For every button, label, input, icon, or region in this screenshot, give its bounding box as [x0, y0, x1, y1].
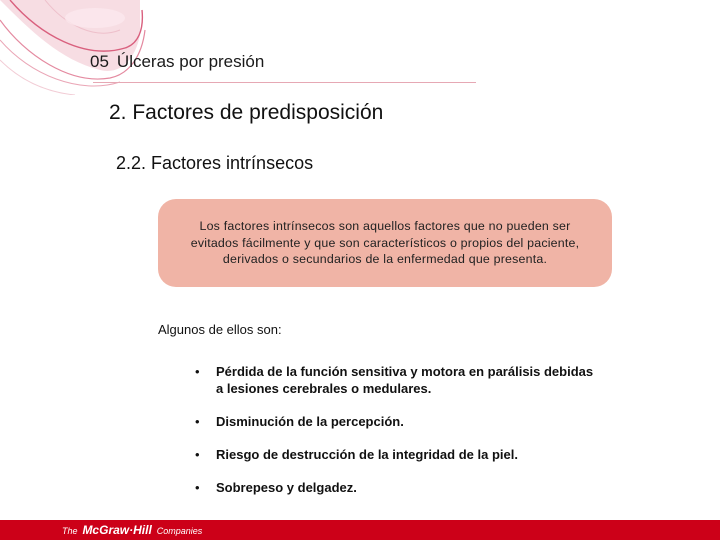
list-item [195, 413, 595, 430]
decorative-swirl [0, 0, 150, 95]
list-item [195, 363, 595, 397]
chapter-title: Úlceras por presión [116, 52, 265, 71]
list-intro: Algunos de ellos son: [158, 322, 282, 337]
logo-suffix: Companies [156, 526, 203, 536]
list-item [195, 479, 595, 496]
list-item [195, 446, 595, 463]
chapter-heading [90, 52, 264, 72]
list-item-text: Pérdida de la función sensitiva y motora en parálisis debidas a lesiones cerebrales o medulares. [216, 364, 594, 396]
bullet-icon: • [195, 480, 200, 495]
list-item-text: Sobrepeso y delgadez. [216, 480, 357, 495]
publisher-logo [62, 523, 202, 537]
definition-box [158, 199, 612, 287]
section-title: 2. Factores de predisposición [109, 101, 384, 124]
definition-text: Los factores intrínsecos son aquellos factores que no pueden ser evitados fácilmente y que son característicos o propios del paciente, derivados o secundarios de la enfermedad que presenta. [190, 219, 580, 267]
bullet-icon: • [195, 414, 200, 429]
chapter-divider [93, 82, 476, 83]
subsection-title: 2.2. Factores intrínsecos [116, 153, 314, 173]
chapter-number: 05 [90, 52, 109, 71]
bullet-icon: • [195, 447, 200, 462]
bullet-icon: • [195, 364, 200, 379]
logo-brand: McGraw·Hill [82, 523, 152, 537]
footer-bar [0, 520, 720, 540]
list-item-text: Riesgo de destrucción de la integridad de la piel. [216, 447, 518, 462]
logo-prefix: The [62, 526, 78, 536]
factor-list [195, 363, 595, 512]
list-item-text: Disminución de la percepción. [216, 414, 404, 429]
